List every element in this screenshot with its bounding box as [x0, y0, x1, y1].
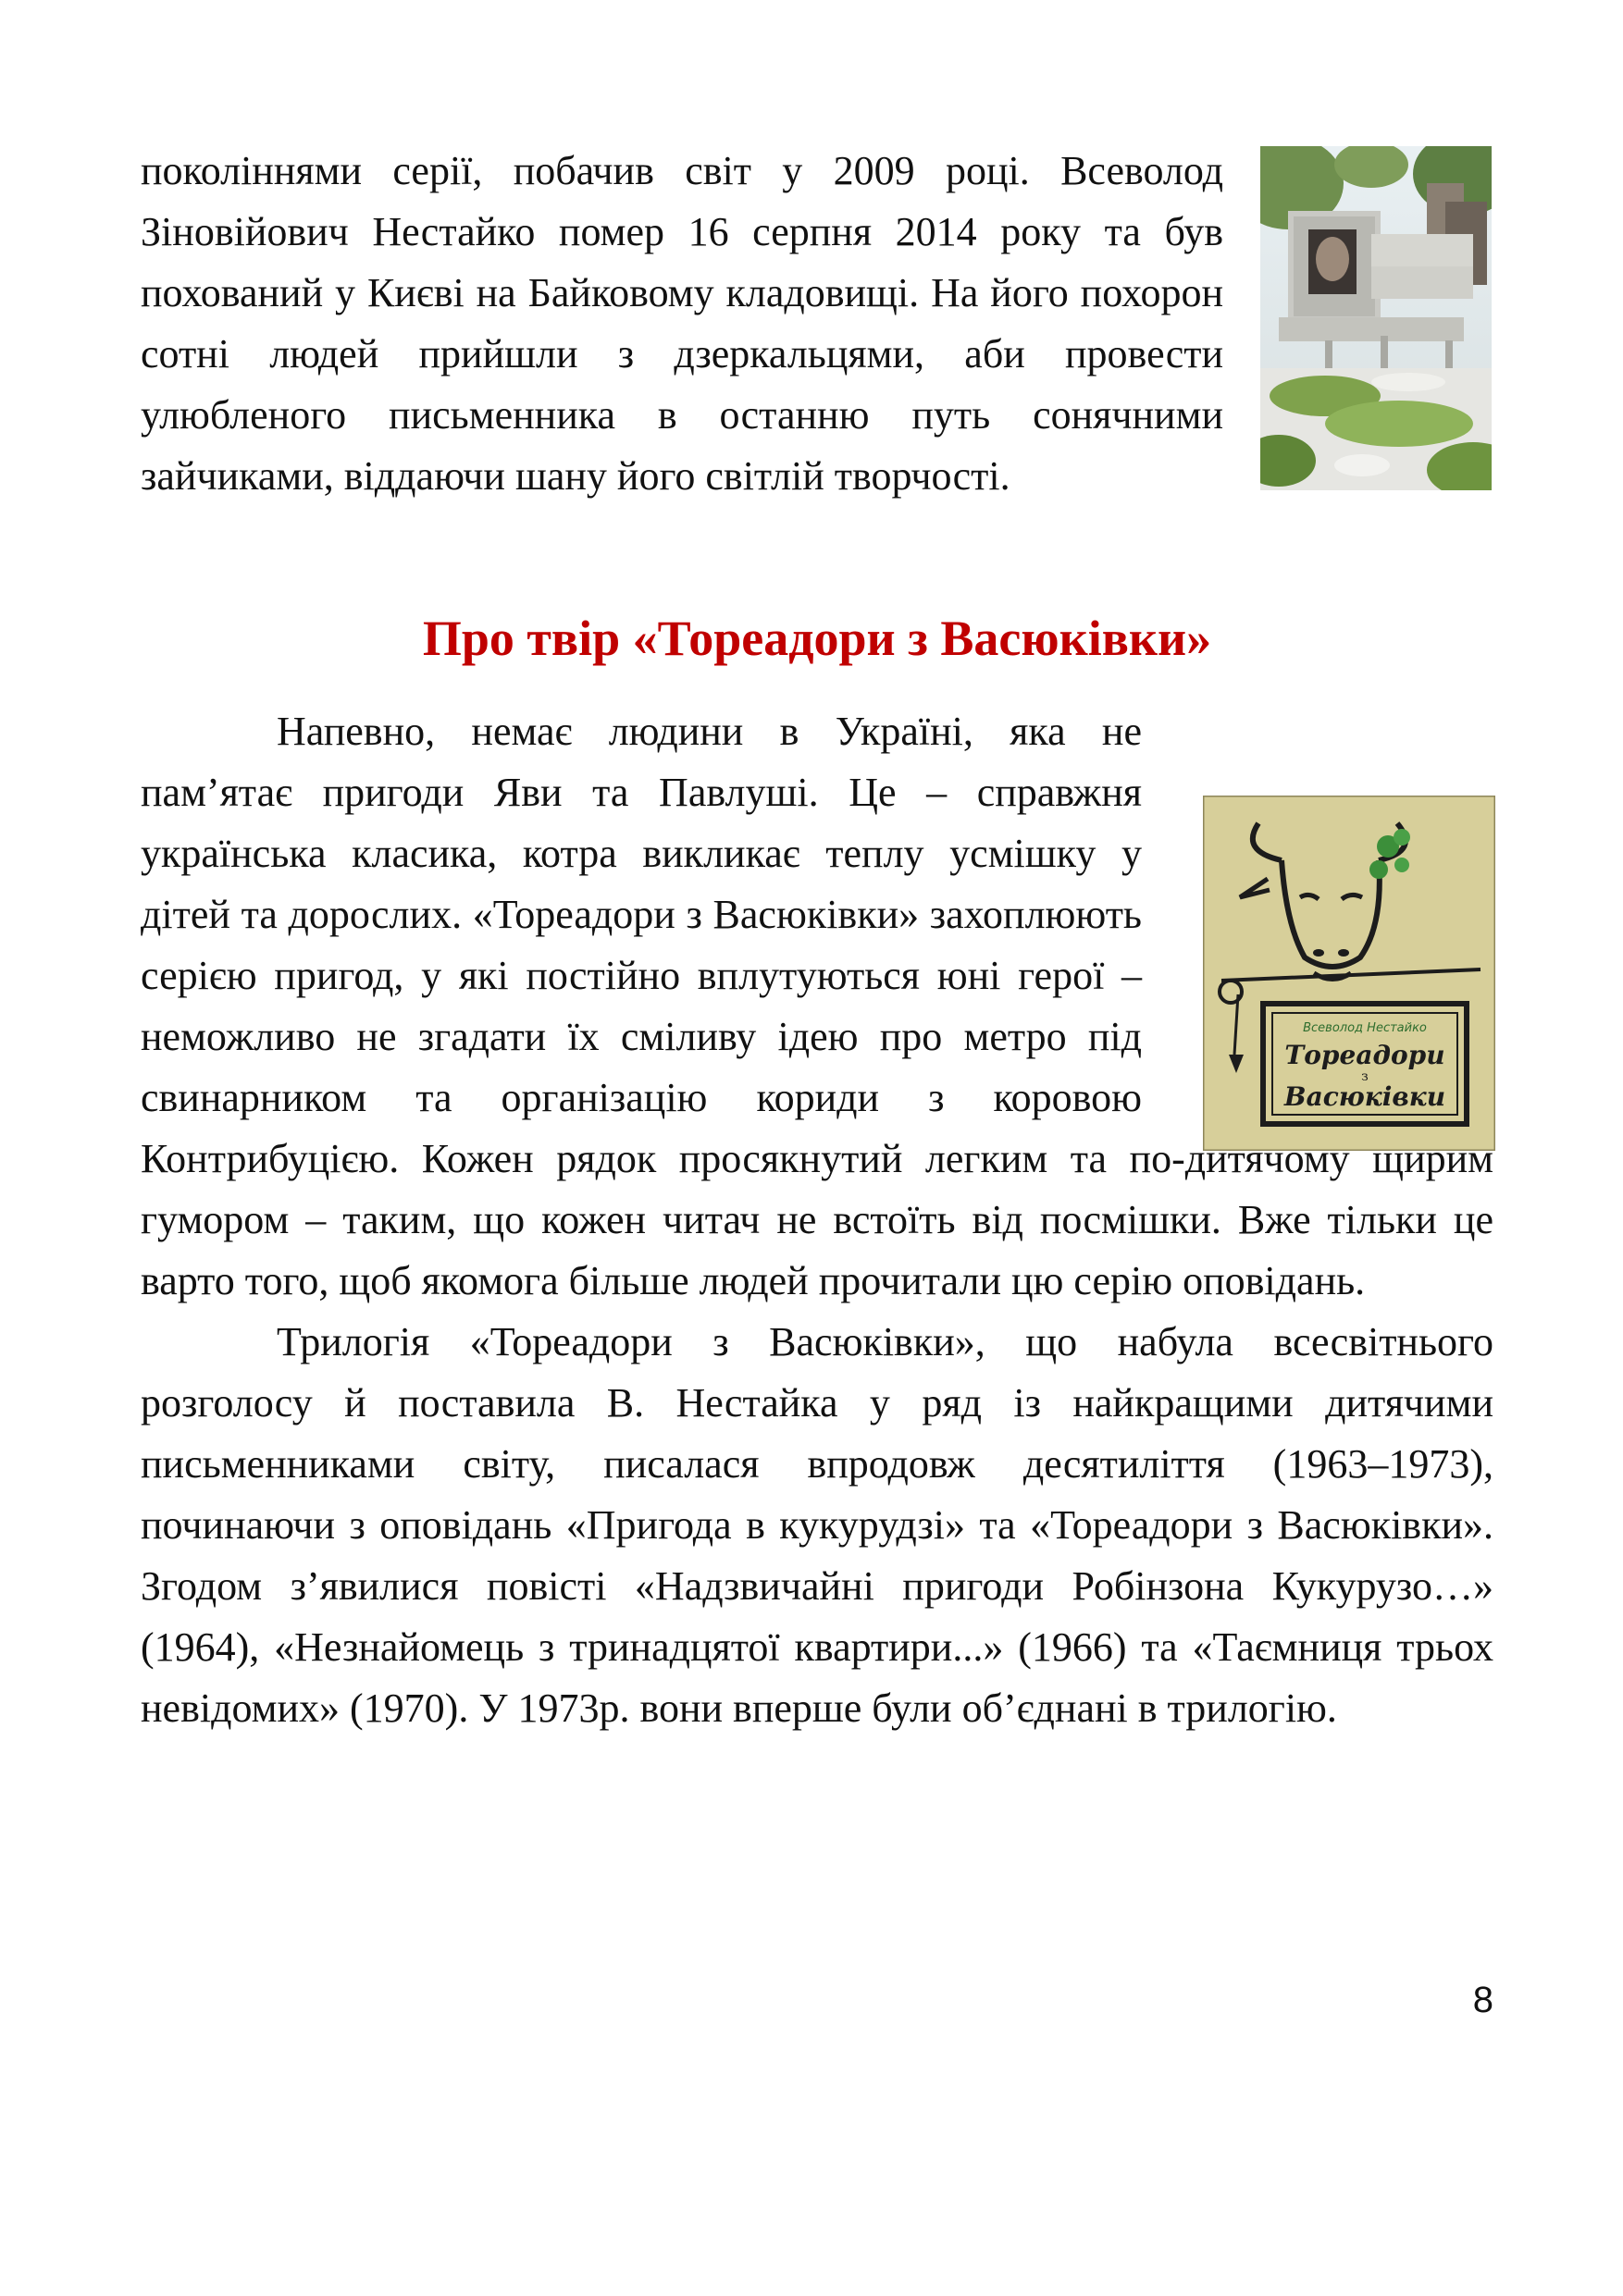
page-number: 8: [1472, 1980, 1493, 2020]
grave-photo: [1260, 146, 1492, 490]
paragraph-2: Трилогія «Тореадори з Васюківки», що набула всесвітнього розголосу й поставила В. Нестайка у ряд із найкращими дитячими письменниками світу, писалася впродовж десятиліття (1963–1973), починаючи з оповідань «Пригода в кукурудзі» та «Тореадори з Васюківки». Згодом з’явилися повісті «Надзвичайні пригоди Робінзона Кукурузо…» (1964), «Незнайомець з тринадцятої квартири...» (1966) та «Таємниця трьох невідомих» (1970). У 1973р. вони вперше були об’єднані в трилогію.: [141, 1319, 1493, 1731]
cover-title-line-3: Васюківки: [1283, 1081, 1446, 1112]
section-heading: Про твір «Тореадори з Васюківки»: [422, 611, 1212, 666]
cover-author: Всеволод Нестайко: [1303, 1021, 1427, 1035]
cover-float-spacer: [1179, 703, 1493, 1097]
cover-title-line-1: Тореадори: [1284, 1040, 1445, 1070]
top-paragraph: поколіннями серії, побачив світ у 2009 році. Всеволод Зіновійович Нестайко помер 16 серпня 2014 року та був похований у Києві на Байковому кладовищі. На його похорон сотні людей прийшли з дзеркальцями, аби провести улюбленого письменника в останню путь сонячними зайчиками, віддаючи шану його світлій творчості.: [141, 148, 1223, 499]
paragraph-1: Напевно, немає людини в Україні, яка не пам’ятає пригоди Яви та Павлуші. Це – справжня українська класика, котра викликає теплу усмішку у дітей та дорослих. «Тореадори з Васюківки» захоплюють серією пригод, у які постійно вплутуються юні герої – неможливо не згадати їх сміливу ідею про метро під свинарником та організацію кориди з коровою Контрибуцією. Кожен рядок просякнутий легким та по-дитячому щирим гумором – таким, що кожен читач не встоїть від посмішки. Вже тільки це варто того, щоб якомога більше людей прочитали цю серію оповідань.: [141, 709, 1493, 1303]
cover-title-line-2: з: [1361, 1069, 1369, 1084]
body-text-block: [141, 701, 1493, 1739]
